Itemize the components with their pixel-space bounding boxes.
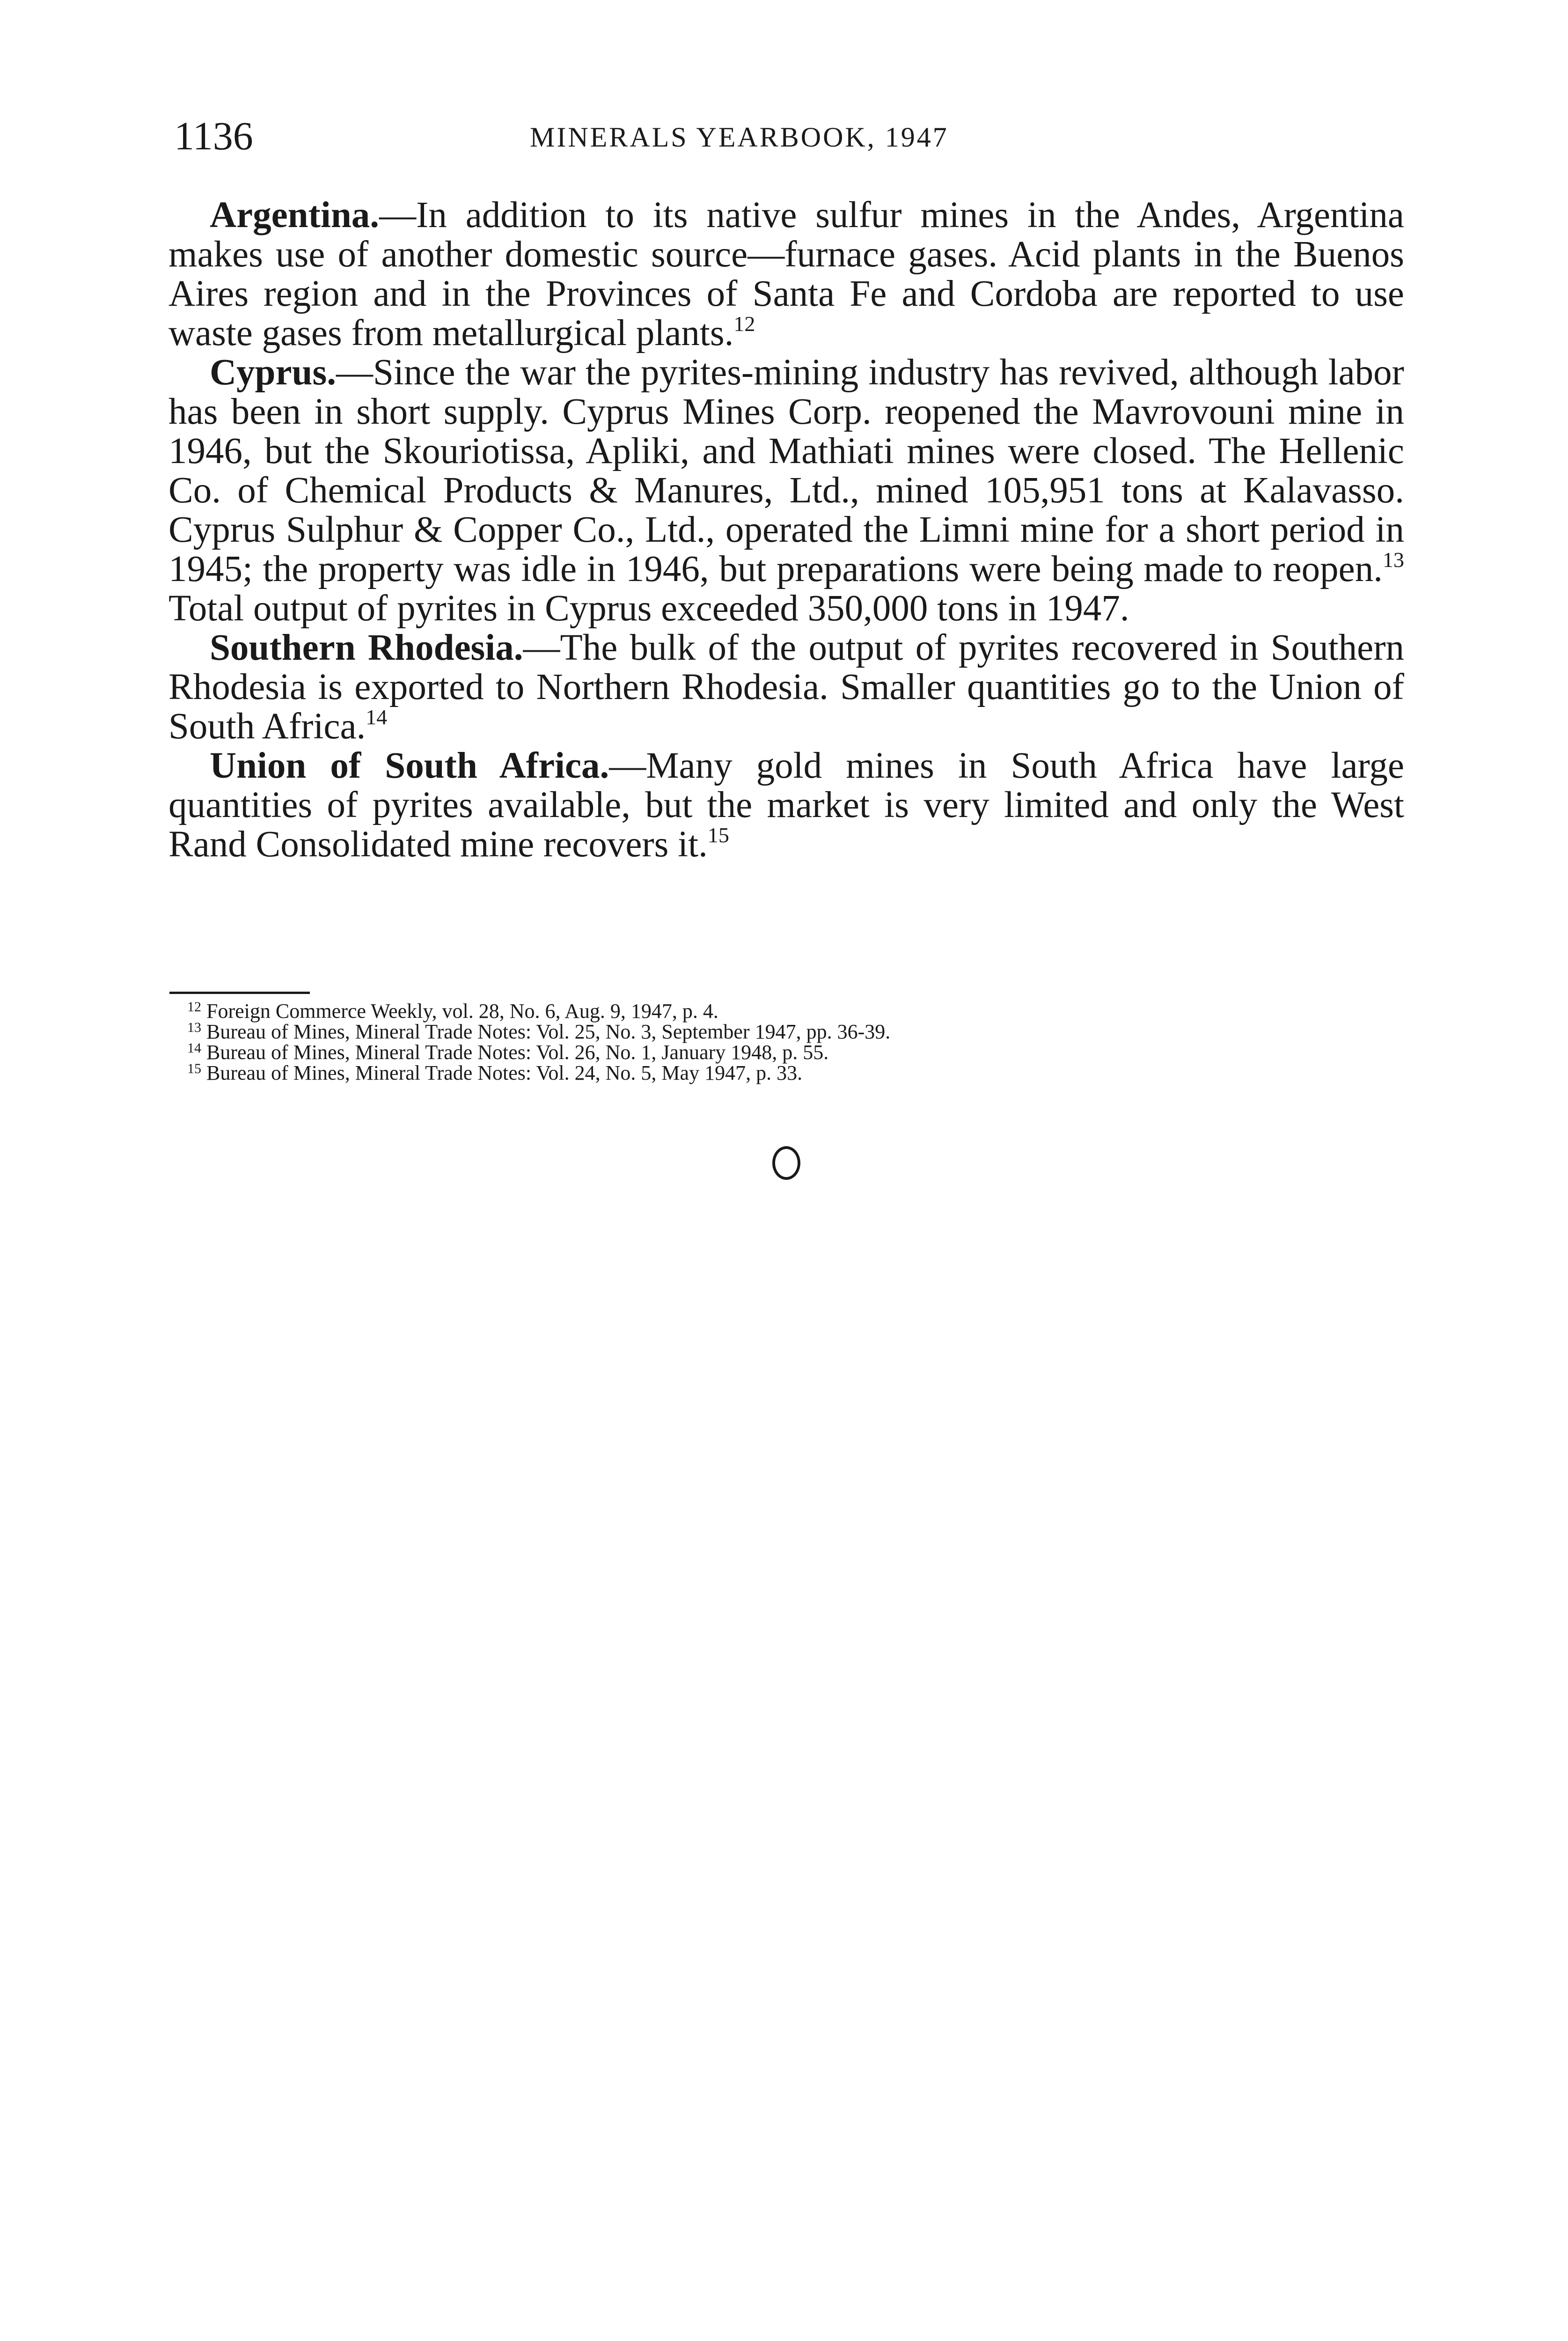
footnote: [187, 1042, 1311, 1063]
paragraph-southern-rhodesia: [169, 628, 1404, 746]
body-text: [169, 196, 1404, 864]
footnote-text: Bureau of Mines, Mineral Trade Notes: Vol. 25, No. 3, September 1947, pp. 36-39.: [201, 1020, 891, 1043]
paragraph-heading: Southern Rhodesia.: [210, 627, 523, 668]
paragraph-text: —Many gold mines in South Africa have large quantities of pyrites available, but the market is very limited and only the West Rand Consolidated mine recovers it.: [169, 745, 1405, 865]
footnote-number: 12: [187, 999, 201, 1015]
footnote-ref: 14: [366, 705, 388, 729]
paragraph-text: —The bulk of the output of pyrites recovered in Southern Rhodesia is exported to Northern Rhodesia. Smaller quantities go to the Union of South Africa.: [169, 627, 1405, 747]
footnote-ref: 13: [1383, 548, 1404, 572]
footnote-text: Bureau of Mines, Mineral Trade Notes: Vol. 24, No. 5, May 1947, p. 33.: [201, 1061, 803, 1084]
end-of-chapter-circle-icon: [772, 1146, 800, 1180]
footnote: [187, 1022, 1311, 1042]
footnote-number: 13: [187, 1020, 201, 1035]
footnote-text: Bureau of Mines, Mineral Trade Notes: Vol. 26, No. 1, January 1948, p. 55.: [201, 1041, 829, 1064]
footnote: [187, 1063, 1311, 1083]
paragraph-cyprus: [169, 353, 1404, 628]
paragraph-text-continued: Total output of pyrites in Cyprus exceeded 350,000 tons in 1947.: [169, 588, 1129, 629]
footnote: [187, 1001, 1311, 1022]
footnote-text: Foreign Commerce Weekly, vol. 28, No. 6, Aug. 9, 1947, p. 4.: [201, 1000, 718, 1023]
paragraph-text: —In addition to its native sulfur mines in the Andes, Argentina makes use of another domestic source—furnace gases. Acid plants in the Buenos Aires region and in the Provinces of Santa Fe and Cordoba are reported to use waste gases from metallurgical plants.: [169, 195, 1404, 353]
running-head: [174, 110, 1410, 162]
footnote-rule: [169, 992, 310, 994]
running-title: MINERALS YEARBOOK, 1947: [530, 122, 949, 153]
paragraph-text: —Since the war the pyrites-mining industry has revived, although labor has been in short supply. Cyprus Mines Corp. reopened the Mavrovouni mine in 1946, but the Skouriotissa, Apliki, and Mathiati mines were closed. The Hellenic Co. of Chemical Products & Manures, Ltd., mined 105,951 tons at Kalavasso. Cyprus Sulphur & Copper Co., Ltd., operated the Limni mine for a short period in 1945; the property was idle in 1946, but preparations were being made to reopen.: [169, 352, 1404, 589]
paragraph-argentina: [169, 196, 1404, 353]
footnotes: [187, 1001, 1311, 1083]
footnote-number: 15: [187, 1061, 201, 1076]
paragraph-heading: Cyprus.: [210, 352, 336, 393]
footnote-number: 14: [187, 1040, 201, 1056]
page-number: 1136: [174, 113, 253, 158]
paragraph-heading: Union of South Africa.: [210, 745, 609, 786]
paragraph-heading: Argentina.: [210, 195, 380, 236]
footnote-ref: 15: [707, 823, 729, 847]
footnote-ref: 12: [733, 312, 755, 336]
paragraph-union-of-south-africa: [169, 746, 1404, 864]
